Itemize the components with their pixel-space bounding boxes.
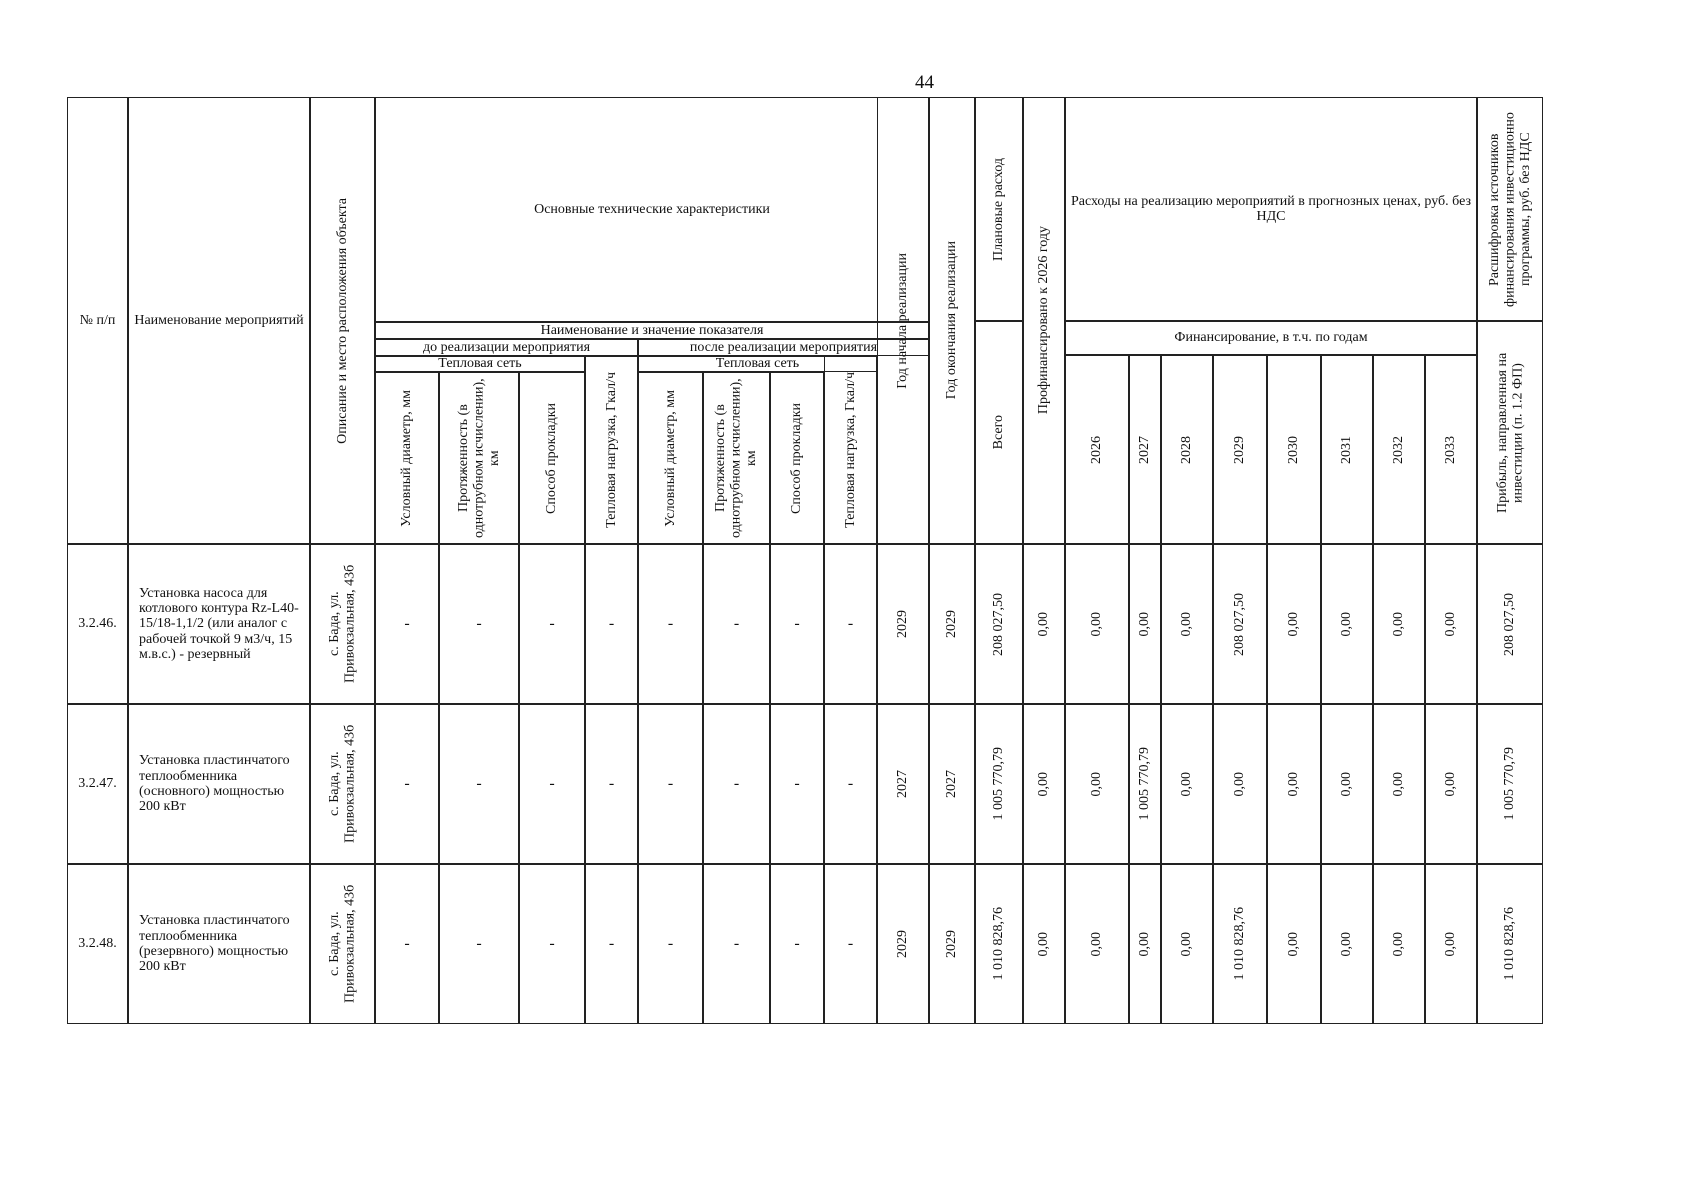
row-tech-value: - [703, 544, 770, 704]
row-year-2029-text: 0,00 [1232, 771, 1248, 797]
header-year-2027-text: 2027 [1137, 435, 1153, 464]
header-year-2028 [1161, 355, 1213, 544]
row-name: Установка пластинчатого теплообменника (резервного) мощностью 200 кВт [128, 864, 310, 1024]
row-end-year-text: 2029 [944, 930, 960, 958]
header-diam-after-text: Условный диаметр, мм [662, 389, 678, 527]
row-year-2033 [1425, 704, 1477, 864]
row-tech-value: - [638, 864, 703, 1024]
header-load-after-text: Тепловая нагрузка, Гкал/ч [842, 372, 858, 528]
row-year-2031 [1321, 544, 1373, 704]
header-length-before [439, 372, 519, 544]
row-tech-value: - [638, 704, 703, 864]
row-year-2027 [1129, 704, 1161, 864]
row-year-2030 [1267, 864, 1321, 1024]
row-year-2033-text: 0,00 [1443, 611, 1459, 637]
row-year-2032 [1373, 704, 1425, 864]
row-npp: 3.2.48. [67, 864, 128, 1024]
header-plan [975, 97, 1023, 321]
header-heatnet-after: Тепловая сеть [638, 356, 877, 372]
header-npp: № п/п [67, 97, 128, 544]
row-year-2031-text: 0,00 [1339, 611, 1355, 637]
header-method-before-text: Способ прокладки [544, 402, 560, 514]
row-year-2028 [1161, 864, 1213, 1024]
header-year-2028-text: 2028 [1179, 435, 1195, 464]
row-prefinanced-text: 0,00 [1036, 771, 1052, 797]
row-year-2029 [1213, 704, 1267, 864]
row-year-2030 [1267, 704, 1321, 864]
row-prefinanced-text: 0,00 [1036, 931, 1052, 957]
row-start-year-text: 2027 [895, 770, 911, 798]
header-profit-text: Прибыль, направленная на инвестиции (п. 1.2 ФП) [1494, 352, 1525, 513]
row-end-year [929, 864, 975, 1024]
row-year-2031-text: 0,00 [1339, 771, 1355, 797]
row-profit-text: 1 010 828,76 [1502, 907, 1518, 981]
header-load-after [824, 356, 877, 544]
row-year-2026-text: 0,00 [1089, 771, 1105, 797]
row-year-2030 [1267, 544, 1321, 704]
row-name: Установка насоса для котлового контура Rz-L40-15/18-1,1/2 (или аналог с рабочей точкой 9 м3/ч, 15 м.в.с.) - резервный [128, 544, 310, 704]
header-year-2030-text: 2030 [1286, 435, 1302, 464]
row-year-2030-text: 0,00 [1286, 611, 1302, 637]
header-method-before [519, 372, 585, 544]
header-decoding [1477, 97, 1543, 321]
row-tech-value: - [770, 704, 824, 864]
header-after: после реализации мероприятия [638, 339, 929, 356]
row-year-2030-text: 0,00 [1286, 771, 1302, 797]
header-diam-after [638, 372, 703, 544]
row-year-2027-text: 0,00 [1137, 611, 1153, 637]
header-year-2029 [1213, 355, 1267, 544]
header-total-text: Всего [991, 415, 1007, 450]
row-profit [1477, 544, 1543, 704]
header-load-before [585, 356, 638, 544]
row-year-2026 [1065, 864, 1129, 1024]
row-tech-value: - [375, 864, 439, 1024]
row-year-2033-text: 0,00 [1443, 931, 1459, 957]
header-financing: Финансирование, в т.ч. по годам [1065, 321, 1477, 355]
row-year-2028-text: 0,00 [1179, 611, 1195, 637]
header-year-2032-text: 2032 [1391, 435, 1407, 464]
row-year-2027-text: 1 005 770,79 [1137, 747, 1153, 821]
row-year-2029-text: 208 027,50 [1232, 592, 1248, 656]
row-profit-text: 208 027,50 [1502, 592, 1518, 656]
row-start-year [877, 864, 929, 1024]
row-end-year-text: 2027 [944, 770, 960, 798]
row-prefinanced [1023, 704, 1065, 864]
header-year-2031-text: 2031 [1339, 435, 1355, 464]
header-method-after-text: Способ прокладки [789, 402, 805, 514]
row-prefinanced-text: 0,00 [1036, 611, 1052, 637]
header-year-2027 [1129, 355, 1161, 544]
row-tech-value: - [638, 544, 703, 704]
row-tech-value: - [770, 864, 824, 1024]
header-diam-before-text: Условный диаметр, мм [399, 389, 415, 527]
row-end-year-text: 2029 [944, 610, 960, 638]
row-prefinanced [1023, 864, 1065, 1024]
row-year-2027-text: 0,00 [1137, 931, 1153, 957]
row-total-text: 1 010 828,76 [991, 907, 1007, 981]
header-length-before-text: Протяженность (в однотрубном исчислении), км [455, 378, 502, 538]
row-year-2030-text: 0,00 [1286, 931, 1302, 957]
row-tech-value: - [519, 544, 585, 704]
header-name: Наименование мероприятий [128, 97, 310, 544]
header-location [310, 97, 375, 544]
header-profit [1477, 321, 1543, 544]
row-year-2032-text: 0,00 [1391, 771, 1407, 797]
investment-table [67, 97, 1663, 1104]
header-plan-text: Плановые расход [991, 157, 1007, 261]
row-total [975, 864, 1023, 1024]
row-tech-value: - [585, 864, 638, 1024]
row-year-2027 [1129, 864, 1161, 1024]
row-year-2032 [1373, 544, 1425, 704]
row-total [975, 704, 1023, 864]
row-total-text: 208 027,50 [991, 592, 1007, 656]
row-profit [1477, 704, 1543, 864]
row-location-text: с. Бада, ул. Привокзальная, 43б [327, 884, 358, 1004]
header-start-year [877, 97, 929, 544]
header-prefinanced [1023, 97, 1065, 544]
header-heatnet-before: Тепловая сеть [375, 356, 585, 372]
row-year-2032-text: 0,00 [1391, 611, 1407, 637]
header-prefinanced-text: Профинансировано к 2026 году [1036, 226, 1052, 415]
header-decoding-text: Расшифровка источников финансирования инвестиционно программы, руб. без НДС [1486, 111, 1533, 307]
header-expenses: Расходы на реализацию мероприятий в прогнозных ценах, руб. без НДС [1065, 97, 1477, 321]
header-indicator: Наименование и значение показателя [375, 322, 929, 339]
row-year-2026 [1065, 544, 1129, 704]
header-year-2029-text: 2029 [1232, 435, 1248, 464]
row-location-text: с. Бада, ул. Привокзальная, 43б [327, 724, 358, 844]
header-year-2026-text: 2026 [1089, 435, 1105, 464]
row-tech-value: - [770, 544, 824, 704]
header-year-2033 [1425, 355, 1477, 544]
row-profit-text: 1 005 770,79 [1502, 747, 1518, 821]
row-tech-value: - [703, 704, 770, 864]
row-year-2029 [1213, 544, 1267, 704]
row-year-2031 [1321, 864, 1373, 1024]
row-tech-value: - [375, 544, 439, 704]
row-year-2032-text: 0,00 [1391, 931, 1407, 957]
row-location [310, 704, 375, 864]
row-year-2028 [1161, 704, 1213, 864]
page-number: 44 [915, 72, 934, 93]
header-start-year-text: Год начала реализации [895, 252, 911, 389]
row-npp: 3.2.47. [67, 704, 128, 864]
row-tech-value: - [439, 864, 519, 1024]
header-end-year-text: Год окончания реализации [944, 241, 960, 400]
row-tech-value: - [519, 864, 585, 1024]
header-year-2030 [1267, 355, 1321, 544]
row-year-2029-text: 1 010 828,76 [1232, 907, 1248, 981]
row-year-2029 [1213, 864, 1267, 1024]
row-year-2027 [1129, 544, 1161, 704]
row-year-2033 [1425, 864, 1477, 1024]
row-tech-value: - [824, 704, 877, 864]
row-end-year [929, 544, 975, 704]
row-year-2031-text: 0,00 [1339, 931, 1355, 957]
row-year-2028-text: 0,00 [1179, 931, 1195, 957]
row-year-2026 [1065, 704, 1129, 864]
row-tech-value: - [824, 544, 877, 704]
row-end-year [929, 704, 975, 864]
header-length-after [703, 372, 770, 544]
row-start-year [877, 544, 929, 704]
row-start-year-text: 2029 [895, 930, 911, 958]
row-tech-value: - [824, 864, 877, 1024]
row-year-2026-text: 0,00 [1089, 931, 1105, 957]
row-total [975, 544, 1023, 704]
row-year-2026-text: 0,00 [1089, 611, 1105, 637]
row-profit [1477, 864, 1543, 1024]
header-before: до реализации мероприятия [375, 339, 638, 356]
header-year-2031 [1321, 355, 1373, 544]
row-location [310, 864, 375, 1024]
header-year-2032 [1373, 355, 1425, 544]
row-prefinanced [1023, 544, 1065, 704]
row-tech-value: - [439, 704, 519, 864]
row-total-text: 1 005 770,79 [991, 747, 1007, 821]
row-location-text: с. Бада, ул. Привокзальная, 43б [327, 564, 358, 684]
row-year-2032 [1373, 864, 1425, 1024]
header-year-2026 [1065, 355, 1129, 544]
row-start-year-text: 2029 [895, 610, 911, 638]
header-load-before-text: Тепловая нагрузка, Гкал/ч [603, 372, 619, 528]
row-tech-value: - [375, 704, 439, 864]
row-year-2033-text: 0,00 [1443, 771, 1459, 797]
row-tech-value: - [439, 544, 519, 704]
row-start-year [877, 704, 929, 864]
header-diam-before [375, 372, 439, 544]
header-method-after [770, 372, 824, 544]
header-length-after-text: Протяженность (в однотрубном исчислении), км [713, 378, 760, 538]
header-total [975, 321, 1023, 544]
header-year-2033-text: 2033 [1443, 435, 1459, 464]
row-location [310, 544, 375, 704]
row-tech-value: - [703, 864, 770, 1024]
row-year-2028 [1161, 544, 1213, 704]
row-year-2031 [1321, 704, 1373, 864]
row-year-2028-text: 0,00 [1179, 771, 1195, 797]
header-tech: Основные технические характеристики [375, 97, 929, 322]
header-location-text: Описание и место расположения объекта [334, 197, 350, 444]
row-year-2033 [1425, 544, 1477, 704]
row-name: Установка пластинчатого теплообменника (основного) мощностью 200 кВт [128, 704, 310, 864]
row-npp: 3.2.46. [67, 544, 128, 704]
header-end-year [929, 97, 975, 544]
row-tech-value: - [585, 544, 638, 704]
row-tech-value: - [519, 704, 585, 864]
row-tech-value: - [585, 704, 638, 864]
